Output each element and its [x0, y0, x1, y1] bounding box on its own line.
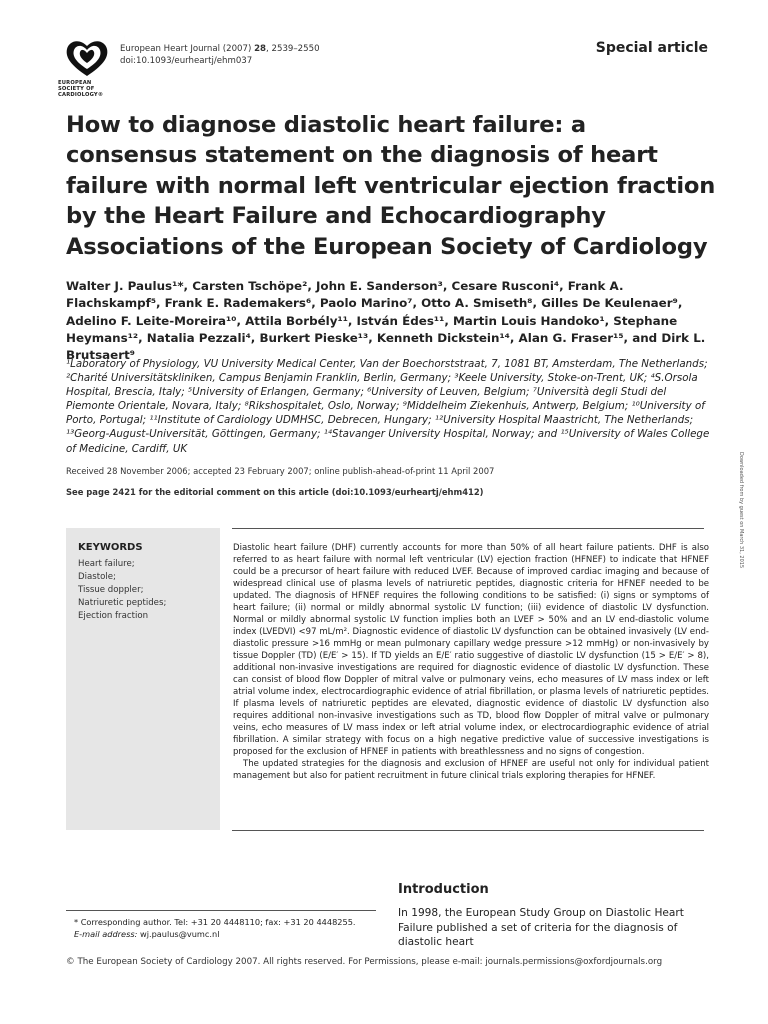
logo-text-line: SOCIETY OF — [58, 86, 95, 92]
download-side-note — [738, 452, 754, 592]
keywords-heading: KEYWORDS — [78, 542, 143, 553]
corresponding-contact: * Corresponding author. Tel: +31 20 4448110; fax: +31 20 4448255. — [74, 917, 356, 927]
download-note-text: Downloaded from by guest on March 31, 2015 — [738, 452, 744, 569]
corresponding-email — [74, 928, 356, 940]
keyword-item: Ejection fraction — [78, 610, 149, 621]
abstract-bottom-rule — [232, 830, 704, 831]
journal-doi: doi:10.1093/eurheartj/ehm037 — [120, 56, 253, 66]
introduction-text: In 1998, the European Study Group on Diastolic Heart Failure published a set of criteria for the diagnosis of diastolic heart — [398, 907, 684, 949]
journal-name: European Heart Journal (2007) — [120, 44, 255, 54]
journal-pages: , 2539–2550 — [266, 44, 320, 54]
abstract-paragraph: The updated strategies for the diagnosis and exclusion of HFNEF are useful not only for individual patient management but also for patient recruitment in future clinical trials exploring therapies for HFNEF. — [233, 759, 709, 781]
keyword-item: Tissue doppler; — [78, 584, 144, 595]
journal-citation — [120, 43, 320, 55]
abstract-top-rule — [232, 528, 704, 529]
keywords-list — [78, 558, 166, 623]
affiliations: ¹Laboratory of Physiology, VU University Medical Center, Van der Boechorststraat, 7, 1081 BT, Amsterdam, The Netherlands; ²Charité Universitätskliniken, Campus Benjamin Franklin, Berlin, Germany; ³Keele University, Stoke-on-Trent, UK; ⁴S.Orsola Hospital, Brescia, Italy; ⁵University of Erlangen, Germany; ⁶University of Leuven, Belgium; ⁷Università degli Studi del Piemonte Orientale, Novara, Italy; ⁸Rikshospitalet, Oslo, Norway; ⁹Middelheim Ziekenhuis, Antwerp, Belgium; ¹⁰University of Porto, Portugal; ¹¹Institute of Cardiology UDMHSC, Debrecen, Hungary; ¹²University Hospital Maastricht, The Netherlands; ¹³Georg-August-Universität, Göttingen, Germany; ¹⁴Stavanger University Hospital, Norway; and ¹⁵University of Wales College of Medicine, Cardiff, UK — [66, 358, 710, 455]
email-address: wj.paulus@vumc.nl — [137, 929, 220, 939]
footnote-rule — [66, 910, 376, 911]
editorial-note: See page 2421 for the editorial comment on this article (doi:10.1093/eurheartj/ehm412) — [66, 487, 484, 497]
email-label: E-mail address: — [74, 929, 138, 939]
author-list: Walter J. Paulus¹*, Carsten Tschöpe², John E. Sanderson³, Cesare Rusconi⁴, Frank A. Flachskampf⁵, Frank E. Rademakers⁶, Paolo Marino⁷, Otto A. Smiseth⁸, Gilles De Keulenaer⁹, Adelino F. Leite-Moreira¹⁰, Attila Borbély¹¹, István Édes¹¹, Martin Louis Handoko¹, Stephane Heymans¹², Natalia Pezzali⁴, Burkert Pieske¹³, Kenneth Dickstein¹⁴, Alan G. Fraser¹⁵, and Dirk L. Brutsaert⁹ — [66, 279, 706, 363]
journal-info — [120, 43, 320, 67]
corresponding-author-footnote — [74, 916, 356, 940]
keyword-item: Heart failure; — [78, 559, 135, 569]
abstract-paragraph: Diastolic heart failure (DHF) currently accounts for more than 50% of all heart failure patients. DHF is also referred to as heart failure with normal left ventricular (LV) ejection fraction (HFNEF) to indicate that HFNEF could be a precursor of heart failure with reduced LVEF. Because of improved cardiac imaging and because of widespread clinical use of plasma levels of natriuretic peptides, diagnostic criteria for HFNEF needed to be updated. The diagnosis of HFNEF requires the following conditions to be satisfied: (i) signs or symptoms of heart failure; (ii) normal or mildly abnormal systolic LV function; (iii) evidence of diastolic LV dysfunction. Normal or mildly abnormal systolic LV function implies both an LVEF > 50% and an LV end-diastolic volume index (LVEDVI) <97 mL/m². Diagnostic evidence of diastolic LV dysfunction can be obtained invasively (LV end-diastolic pressure >16 mmHg or mean pulmonary capillary wedge pressure >12 mmHg) or non-invasively by tissue Doppler (TD) (E/E′ > 15). If TD yields an E/E′ ratio suggestive of diastolic LV dysfunction (15 > E/E′ > 8), additional non-invasive investigations are required for diagnostic evidence of diastolic LV dysfunction. These can consist of blood flow Doppler of mitral valve or pulmonary veins, echo measures of LV mass index or left atrial volume index, electrocardiographic evidence of atrial fibrillation, or plasma levels of natriuretic peptides. If plasma levels of natriuretic peptides are elevated, diagnostic evidence of diastolic LV dysfunction also requires additional non-invasive investigations such as TD, blood flow Doppler of mitral valve or pulmonary veins, echo measures of LV mass index or left atrial volume index, or electrocardiographic evidence of atrial fibrillation. A similar strategy with focus on a high negative predictive value of successive investigations is proposed for the exclusion of HFNEF in patients with breathlessness and no signs of congestion. — [233, 543, 709, 757]
article-type: Special article — [595, 40, 708, 56]
keywords-box — [66, 528, 220, 830]
keyword-item: Natriuretic peptides; — [78, 597, 167, 608]
keyword-item: Diastole; — [78, 571, 116, 582]
logo-text-line: CARDIOLOGY® — [58, 92, 104, 98]
logo-text-line: EUROPEAN — [58, 80, 92, 86]
journal-volume: 28 — [254, 44, 267, 54]
heart-logo-icon — [64, 38, 110, 78]
copyright-notice: © The European Society of Cardiology 2007. All rights reserved. For Permissions, please e-mail: journals.permissions@oxfordjournals.org — [66, 957, 663, 967]
publication-dates: Received 28 November 2006; accepted 23 February 2007; online publish-ahead-of-print 11 April 2007 — [66, 466, 495, 476]
esc-logo — [58, 38, 114, 108]
introduction-heading: Introduction — [398, 882, 489, 897]
abstract — [233, 542, 709, 782]
logo-text — [58, 80, 114, 98]
article-title: How to diagnose diastolic heart failure: a consensus statement on the diagnosis of heart failure with normal left ventricular ejection fraction by the Heart Failure and Echocardiography Associations of the European Society of Cardiology — [66, 112, 716, 260]
